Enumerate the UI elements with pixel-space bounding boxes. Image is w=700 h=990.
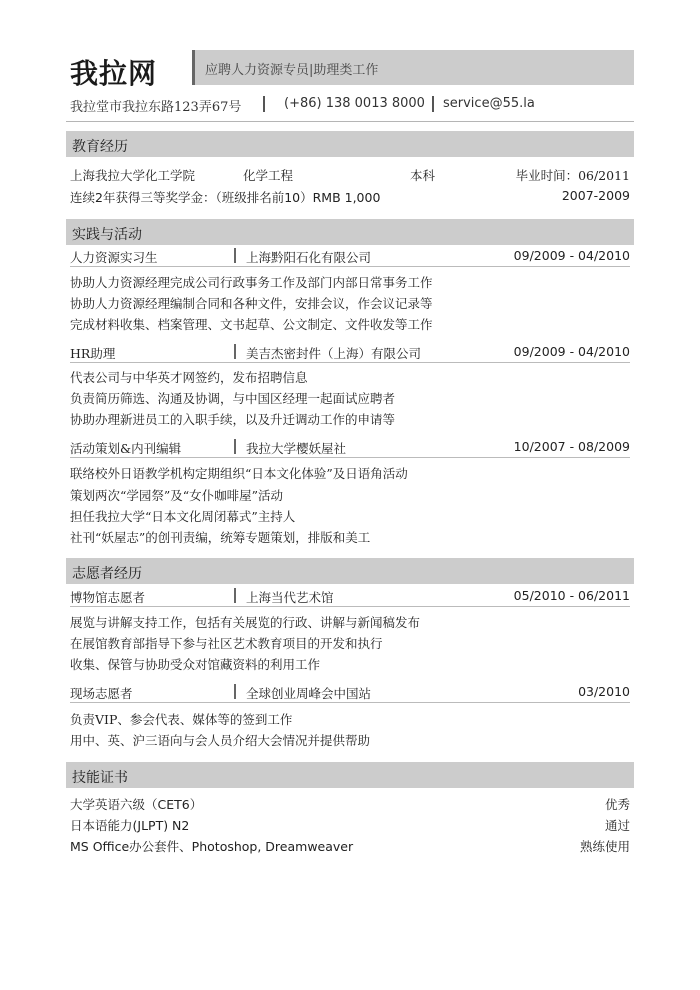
- skill-level: 通过: [604, 818, 630, 833]
- section-heading-practice: 实践与活动: [66, 219, 634, 245]
- experience-detail: 用中、英、沪三语向与会人员介绍大会情况并提供帮助: [70, 733, 371, 748]
- experience-detail: 代表公司与中华英才网签约，发布招聘信息: [70, 370, 308, 385]
- item-underline: [70, 457, 630, 458]
- experience-role: 人力资源实习生: [70, 250, 158, 265]
- experience-detail: 负责简历筛选、沟通及协调，与中国区经理一起面试应聘者: [70, 391, 396, 406]
- experience-org: 上海当代艺术馆: [246, 590, 334, 605]
- experience-detail: 策划两次“学园祭”及“女仆咖啡屋”活动: [70, 488, 284, 503]
- skill-level: 熟练使用: [579, 839, 630, 854]
- experience-detail: 协助人力资源经理完成公司行政事务工作及部门内部日常事务工作: [70, 275, 433, 290]
- experience-period: 09/2009 - 04/2010: [513, 248, 630, 263]
- section-heading-volunteer: 志愿者经历: [66, 558, 634, 584]
- experience-role: 活动策划&内刊编辑: [70, 441, 182, 456]
- experience-org: 上海黔阳石化有限公司: [246, 250, 372, 265]
- skill-level: 优秀: [604, 797, 630, 812]
- experience-detail: 社刊“妖屋志”的创刊责编，统筹专题策划，排版和美工: [70, 530, 371, 545]
- experience-period: 05/2010 - 06/2011: [513, 588, 630, 603]
- experience-period: 03/2010: [578, 684, 630, 699]
- experience-detail: 联络校外日语教学机构定期组织“日本文化体验”及日语角活动: [70, 466, 408, 481]
- graduation-date: 毕业时间：06/2011: [515, 168, 630, 183]
- degree: 本科: [410, 168, 436, 183]
- item-underline: [70, 266, 630, 267]
- major: 化学工程: [243, 168, 294, 183]
- experience-detail: 担任我拉大学“日本文化周闭幕式”主持人: [70, 509, 296, 524]
- job-objective: 应聘人力资源专员|助理类工作: [205, 63, 379, 78]
- experience-detail: 协助办理新进员工的入职手续，以及升迁调动工作的申请等: [70, 412, 396, 427]
- contact-divider: [263, 96, 265, 112]
- candidate-name: 我拉网: [70, 57, 158, 90]
- experience-role: 博物馆志愿者: [70, 590, 146, 605]
- email: service@55.la: [443, 96, 535, 111]
- experience-role: HR助理: [70, 346, 116, 361]
- experience-detail: 协助人力资源经理编制合同和各种文件，安排会议，作会议记录等: [70, 296, 433, 311]
- role-org-divider: [234, 248, 236, 263]
- item-underline: [70, 606, 630, 607]
- experience-role: 现场志愿者: [70, 686, 133, 701]
- experience-period: 09/2009 - 04/2010: [513, 344, 630, 359]
- section-heading-skills: 技能证书: [66, 762, 634, 788]
- experience-detail: 负责VIP、参会代表、媒体等的签到工作: [70, 712, 293, 727]
- experience-period: 10/2007 - 08/2009: [513, 439, 630, 454]
- skill-name: 大学英语六级（CET6）: [70, 797, 203, 812]
- contact-divider: [432, 96, 434, 112]
- job-objective-banner: [192, 50, 634, 85]
- scholarship-period: 2007-2009: [561, 188, 630, 203]
- item-underline: [70, 362, 630, 363]
- experience-org: 全球创业周峰会中国站: [246, 686, 372, 701]
- address: 我拉堂市我拉东路123弄67号: [70, 100, 242, 115]
- scholarship: 连续2年获得三等奖学金：（班级排名前10）RMB 1,000: [70, 190, 381, 205]
- experience-detail: 收集、保管与协助受众对馆藏资料的利用工作: [70, 657, 321, 672]
- skill-name: MS Office办公套件、Photoshop, Dreamweaver: [70, 839, 354, 854]
- school: 上海我拉大学化工学院: [70, 168, 196, 183]
- experience-detail: 展览与讲解支持工作，包括有关展览的行政、讲解与新闻稿发布: [70, 615, 421, 630]
- phone: (+86) 138 0013 8000: [284, 96, 425, 111]
- role-org-divider: [234, 439, 236, 454]
- experience-org: 我拉大学樱妖屋社: [246, 441, 347, 456]
- experience-org: 美吉杰密封件（上海）有限公司: [246, 346, 422, 361]
- header-divider: [66, 121, 634, 122]
- role-org-divider: [234, 684, 236, 699]
- experience-detail: 完成材料收集、档案管理、文书起草、公文制定、文件收发等工作: [70, 317, 433, 332]
- role-org-divider: [234, 588, 236, 603]
- skill-name: 日本语能力(JLPT) N2: [70, 818, 190, 833]
- experience-detail: 在展馆教育部指导下参与社区艺术教育项目的开发和执行: [70, 636, 383, 651]
- item-underline: [70, 702, 630, 703]
- section-heading-education: 教育经历: [66, 131, 634, 157]
- role-org-divider: [234, 344, 236, 359]
